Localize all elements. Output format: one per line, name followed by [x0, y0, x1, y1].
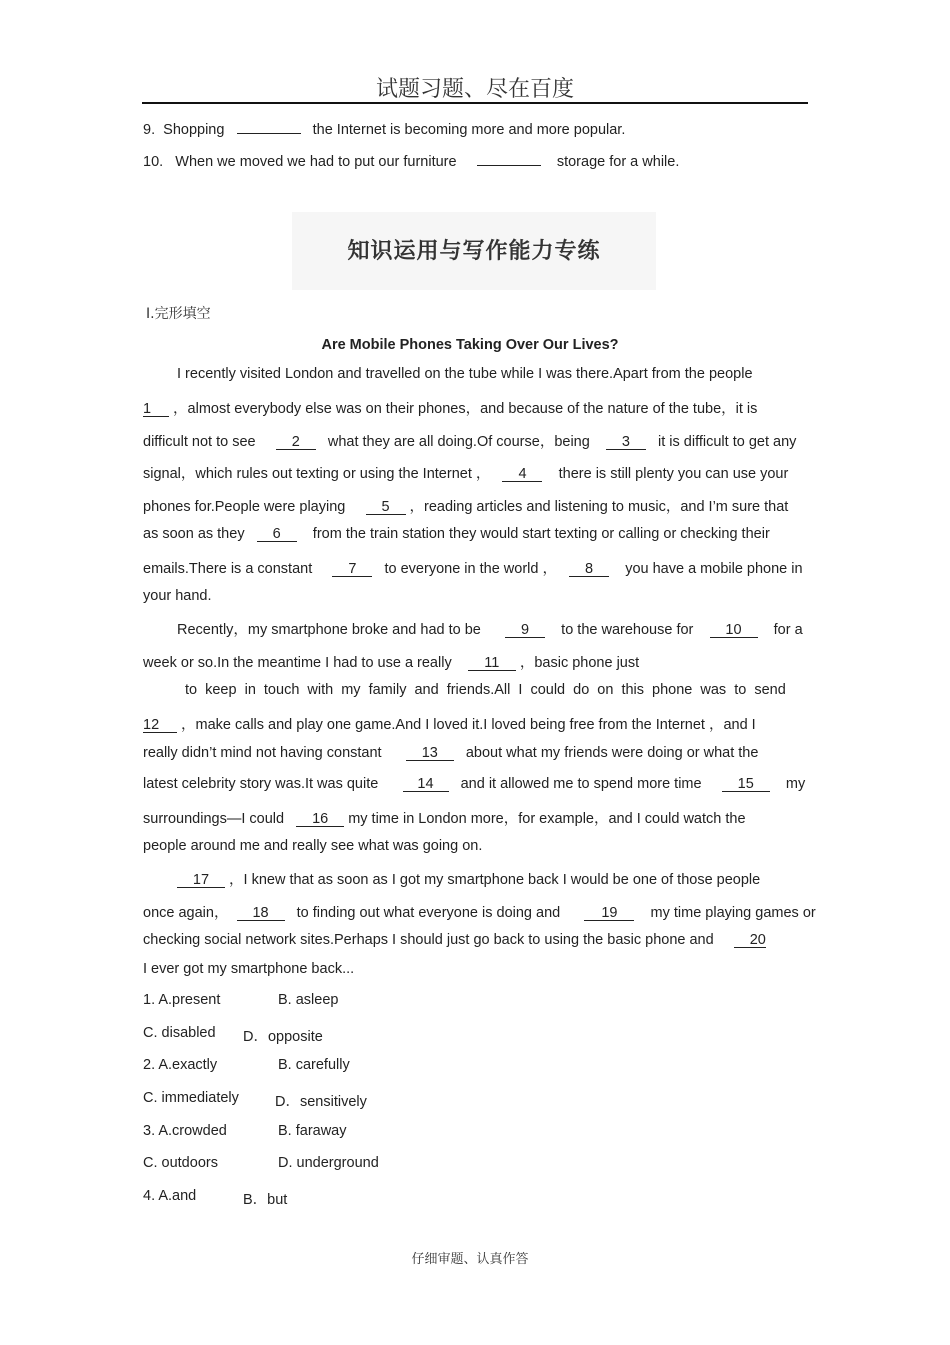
passage-line: I recently visited London and travelled on the tube while I was there.Apart from the people — [177, 366, 753, 382]
blank-number: 13 — [406, 746, 454, 761]
answer-blank — [477, 165, 541, 166]
option-row: B. asleep — [278, 992, 339, 1008]
answer-blank — [237, 133, 301, 134]
blank-number: 20 — [734, 933, 766, 948]
option-row: C. immediately — [143, 1090, 239, 1106]
option-row: B. faraway — [278, 1123, 347, 1139]
option-row: D．opposite — [243, 1029, 323, 1045]
option-row: 4. A.and — [143, 1188, 197, 1204]
option-row: 2. A.exactly — [143, 1057, 218, 1073]
blank-number: 7 — [332, 562, 372, 577]
blank-number: 18 — [237, 906, 285, 921]
passage-line: 17 ，I knew that as soon as I got my smartphone back I would be one of those people — [177, 868, 760, 889]
banner-title: 知识运用与写作能力专练 — [347, 239, 601, 264]
blank-number: 16 — [296, 812, 344, 827]
option-row: C. disabled — [143, 1025, 216, 1041]
passage-line: once again， 18 to finding out what everyone is doing and 19 my time playing games or — [143, 905, 816, 921]
passage-line: to keep in touch with my family and friends.All I could do on this phone was to send — [185, 682, 786, 698]
item-text: When we moved we had to put our furniture — [175, 154, 457, 170]
item-text: storage for a while. — [556, 154, 680, 170]
blank-number: 5 — [366, 500, 406, 515]
passage-line: latest celebrity story was.It was quite 14 and it allowed me to spend more time 15 my — [143, 776, 806, 792]
option-row: 3. A.crowded — [143, 1123, 227, 1139]
item-text: Shopping — [163, 122, 225, 138]
item-number: 10. — [143, 154, 164, 170]
passage-line: week or so.In the meantime I had to use a really 11 ，basic phone just — [143, 655, 640, 671]
blank-number: 10 — [710, 623, 758, 638]
passage-line: really didn’t mind not having constant 13 about what my friends were doing or what the — [143, 745, 759, 761]
passage-line: your hand. — [143, 588, 212, 604]
passage-line: signal，which rules out texting or using the Internet ， 4 there is still plenty you can use your — [143, 466, 789, 482]
option-row: C. outdoors — [143, 1155, 218, 1171]
blank-number: 12 — [143, 718, 177, 733]
page-footer: 仔细审题、认真作答 — [411, 1252, 529, 1267]
passage-line: as soon as they 6 from the train station they would start texting or calling or checking their — [143, 526, 770, 542]
passage-line: people around me and really see what was going on. — [143, 838, 483, 854]
blank-number: 15 — [722, 777, 770, 792]
blank-number: 8 — [569, 562, 609, 577]
option-row: D．sensitively — [275, 1094, 367, 1110]
section-banner — [292, 212, 656, 290]
blank-number: 4 — [502, 467, 542, 482]
blank-number: 1 — [143, 402, 169, 417]
blank-number: 6 — [257, 527, 297, 542]
blank-number: 19 — [584, 906, 634, 921]
option-row: 1. A.present — [143, 992, 221, 1008]
passage-line: surroundings—I could 16 my time in London more，for example，and I could watch the — [143, 811, 746, 827]
blank-number: 2 — [276, 435, 316, 450]
passage-line: 1 ，almost everybody else was on their phones，and because of the nature of the tube，it is — [143, 401, 758, 417]
blank-number: 11 — [468, 656, 516, 671]
passage-line: Recently，my smartphone broke and had to be 9 to the warehouse for 10 for a — [177, 622, 803, 638]
passage-line: I ever got my smartphone back... — [143, 961, 355, 977]
blank-number: 3 — [606, 435, 646, 450]
option-row: B．but — [243, 1192, 288, 1208]
section-label: Ⅰ.完形填空 — [146, 306, 211, 322]
passage-line: phones for.People were playing 5 ，reading articles and listening to music，and I’m sure that — [143, 499, 789, 515]
blank-number: 17 — [177, 873, 225, 888]
passage-line: 12 ，make calls and play one game.And I loved it.I loved being free from the Internet ，and I — [143, 717, 756, 733]
passage-line: difficult not to see 2 what they are all doing.Of course，being 3 it is difficult to get any — [143, 434, 797, 450]
exercise-item-10 — [143, 154, 679, 170]
page-header-title: 试题习题、尽在百度 — [375, 77, 574, 102]
item-text: the Internet is becoming more and more popular. — [312, 122, 626, 138]
item-number: 9. — [143, 122, 156, 138]
option-row: D. underground — [278, 1155, 379, 1171]
passage-line: checking social network sites.Perhaps I should just go back to using the basic phone and 20 — [143, 932, 766, 948]
passage-line: emails.There is a constant 7 to everyone in the world ， 8 you have a mobile phone in — [143, 561, 803, 577]
passage-title: Are Mobile Phones Taking Over Our Lives? — [321, 337, 619, 353]
blank-number: 9 — [505, 623, 545, 638]
header-divider — [142, 102, 808, 104]
exercise-item-9 — [143, 122, 625, 138]
blank-number: 14 — [403, 777, 449, 792]
option-row: B. carefully — [278, 1057, 350, 1073]
